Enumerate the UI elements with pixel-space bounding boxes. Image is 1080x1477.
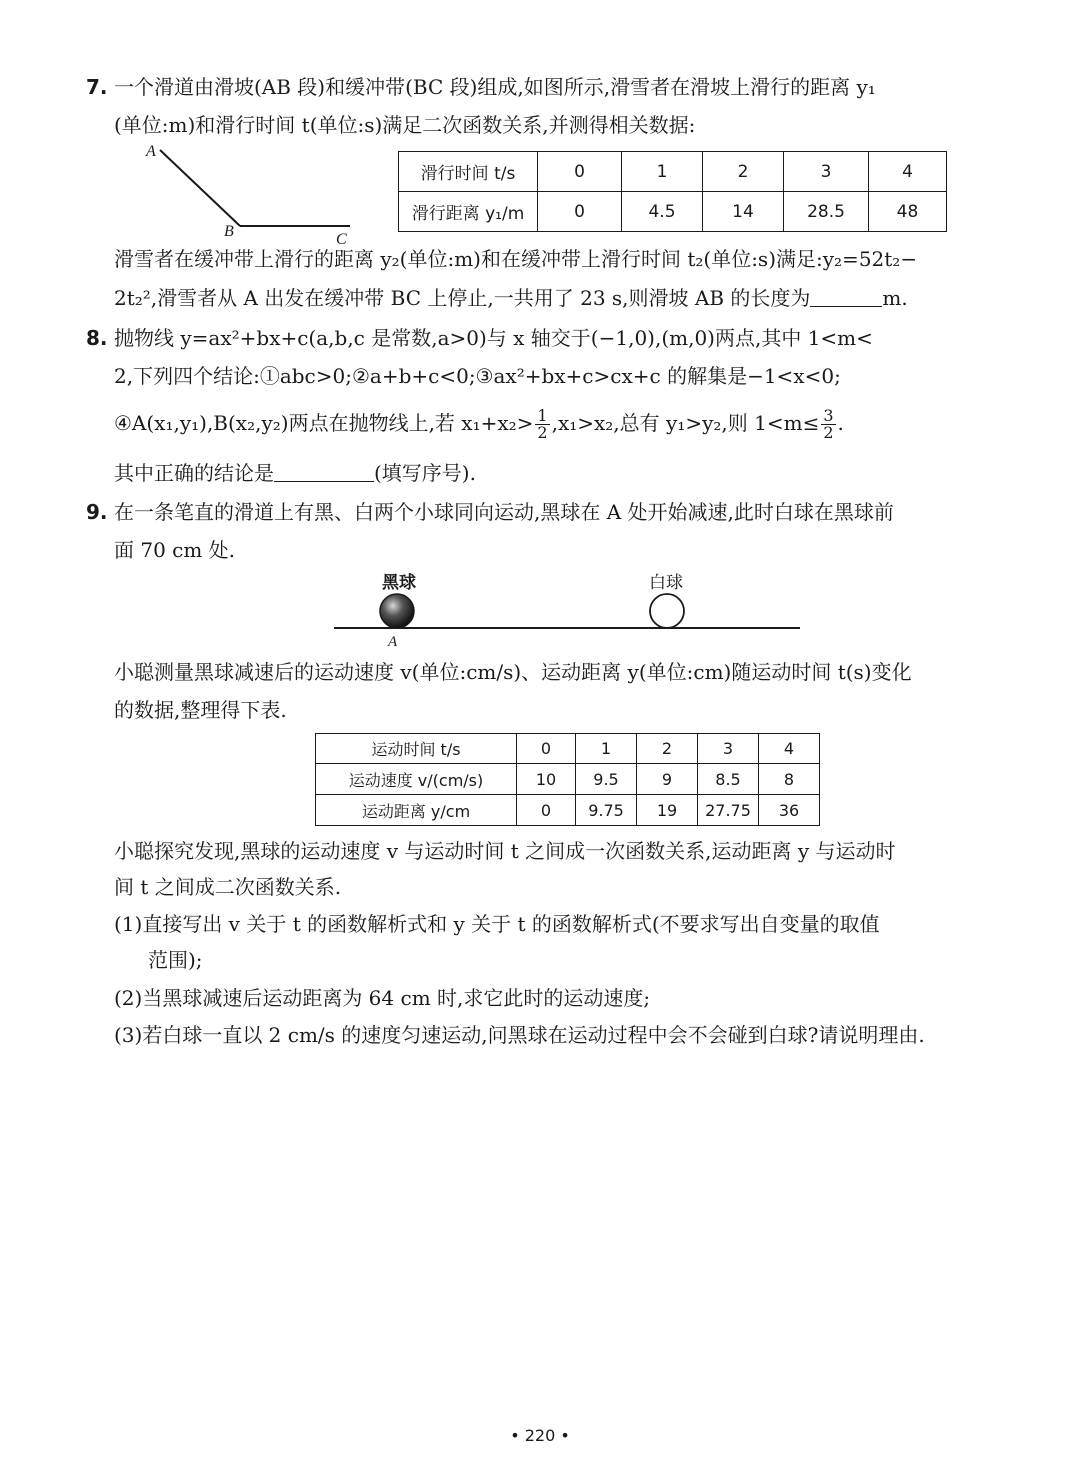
- table-cell: 4.5: [622, 192, 703, 232]
- q8-line3-part3: .: [837, 411, 844, 435]
- q9-text-line3: 小聪测量黑球减速后的运动速度 v(单位:cm/s)、运动距离 y(单位:cm)随运动时间 t(s)变化: [114, 660, 912, 684]
- page-number: • 220 •: [510, 1426, 570, 1445]
- slope-diagram: [140, 140, 360, 250]
- table-header-cell: 滑行距离 y₁/m: [399, 192, 538, 232]
- label-a: A: [146, 143, 156, 160]
- q7-text-line2: (单位:m)和滑行时间 t(单位:s)满足二次函数关系,并测得相关数据:: [114, 113, 696, 137]
- fraction-denominator: 2: [823, 423, 834, 442]
- q9-subquestion-3: (3)若白球一直以 2 cm/s 的速度匀速运动,问黑球在运动过程中会不会碰到白球?请说明理由.: [114, 1023, 925, 1047]
- q7-table: [398, 151, 947, 232]
- table-row: [316, 764, 820, 795]
- label-b: B: [224, 223, 234, 240]
- table-header-cell: 运动时间 t/s: [316, 734, 517, 764]
- table-cell: 36: [759, 795, 820, 826]
- answer-blank: [274, 461, 374, 482]
- white-ball: [650, 594, 684, 628]
- q9-number: 9.: [86, 500, 108, 524]
- balls-diagram: [330, 568, 810, 650]
- label-c: C: [336, 231, 347, 248]
- table-cell: 27.75: [698, 795, 759, 826]
- fraction-numerator: 1: [537, 406, 548, 425]
- table-cell: 9: [637, 764, 698, 795]
- table-cell: 2: [637, 734, 698, 764]
- table-cell: 4: [759, 734, 820, 764]
- table-cell: 0: [517, 734, 576, 764]
- q9-text-line5: 小聪探究发现,黑球的运动速度 v 与运动时间 t 之间成一次函数关系,运动距离 y 与运动时: [114, 839, 896, 863]
- q8-text-line4: [114, 458, 476, 488]
- q9-text-line4: 的数据,整理得下表.: [114, 698, 287, 722]
- fraction-denominator: 2: [537, 423, 548, 442]
- fraction-numerator: 3: [823, 406, 834, 425]
- q7-line4-text: 2t₂²,滑雪者从 A 出发在缓冲带 BC 上停止,一共用了 23 s,则滑坡 AB 的长度为: [114, 286, 811, 310]
- table-row: [316, 734, 820, 764]
- table-row: [399, 192, 947, 232]
- table-cell: 10: [517, 764, 576, 795]
- table-row: [316, 795, 820, 826]
- q9-text-line2: 面 70 cm 处.: [114, 538, 236, 562]
- q7-number: 7.: [86, 75, 108, 99]
- q9-subquestion-2: (2)当黑球减速后运动距离为 64 cm 时,求它此时的运动速度;: [114, 986, 651, 1010]
- table-cell: 8.5: [698, 764, 759, 795]
- black-ball: [380, 594, 414, 628]
- table-cell: 1: [576, 734, 637, 764]
- q7-text-line1: 一个滑道由滑坡(AB 段)和缓冲带(BC 段)组成,如图所示,滑雪者在滑坡上滑行的距离 y₁: [114, 75, 876, 99]
- table-header-cell: 运动速度 v/(cm/s): [316, 764, 517, 795]
- q8-text-line2: 2,下列四个结论:①abc>0;②a+b+c<0;③ax²+bx+c>cx+c 的解集是−1<x<0;: [114, 364, 841, 388]
- table-cell: 3: [784, 152, 869, 192]
- q9-text-line1: 在一条笔直的滑道上有黑、白两个小球同向运动,黑球在 A 处开始减速,此时白球在黑球前: [114, 500, 894, 524]
- table-cell: 8: [759, 764, 820, 795]
- table-cell: 4: [869, 152, 947, 192]
- q9-table: [315, 733, 820, 826]
- fraction-three-halves: [821, 408, 835, 441]
- table-header-cell: 滑行时间 t/s: [399, 152, 538, 192]
- q8-text-line3: [114, 405, 844, 441]
- q9-subquestion-1: (1)直接写出 v 关于 t 的函数解析式和 y 关于 t 的函数解析式(不要求写出自变量的取值: [114, 912, 880, 936]
- slope-ab: [160, 150, 240, 226]
- q8-line3-part2: ,x₁>x₂,总有 y₁>y₂,则 1<m≤: [551, 411, 820, 435]
- table-cell: 3: [698, 734, 759, 764]
- q8-line4-text: 其中正确的结论是: [114, 461, 274, 485]
- q7-text-line3: 滑雪者在缓冲带上滑行的距离 y₂(单位:m)和在缓冲带上滑行时间 t₂(单位:s)满足:y₂=52t₂−: [114, 247, 918, 271]
- table-cell: 0: [538, 192, 622, 232]
- table-cell: 9.5: [576, 764, 637, 795]
- q8-line3-part1: ④A(x₁,y₁),B(x₂,y₂)两点在抛物线上,若 x₁+x₂>: [114, 411, 534, 435]
- table-cell: 1: [622, 152, 703, 192]
- white-ball-label: 白球: [649, 573, 683, 593]
- table-cell: 0: [517, 795, 576, 826]
- q8-text-line1: 抛物线 y=ax²+bx+c(a,b,c 是常数,a>0)与 x 轴交于(−1,0),(m,0)两点,其中 1<m<: [114, 326, 873, 350]
- table-cell: 0: [538, 152, 622, 192]
- table-cell: 9.75: [576, 795, 637, 826]
- table-cell: 48: [869, 192, 947, 232]
- table-row: [399, 152, 947, 192]
- table-cell: 28.5: [784, 192, 869, 232]
- q8-number: 8.: [86, 326, 108, 350]
- table-cell: 2: [703, 152, 784, 192]
- q9-subquestion-1-cont: 范围);: [148, 948, 203, 972]
- point-a-label: A: [388, 634, 398, 650]
- table-cell: 19: [637, 795, 698, 826]
- q7-line4-unit: m.: [882, 286, 908, 310]
- black-ball-label: 黑球: [382, 573, 416, 593]
- q7-text-line4: [114, 283, 908, 313]
- answer-blank: [810, 286, 882, 307]
- table-cell: 14: [703, 192, 784, 232]
- fraction-one-half: [535, 408, 549, 441]
- table-header-cell: 运动距离 y/cm: [316, 795, 517, 826]
- q8-line4-tail: (填写序号).: [374, 461, 476, 485]
- q9-text-line6: 间 t 之间成二次函数关系.: [114, 875, 342, 899]
